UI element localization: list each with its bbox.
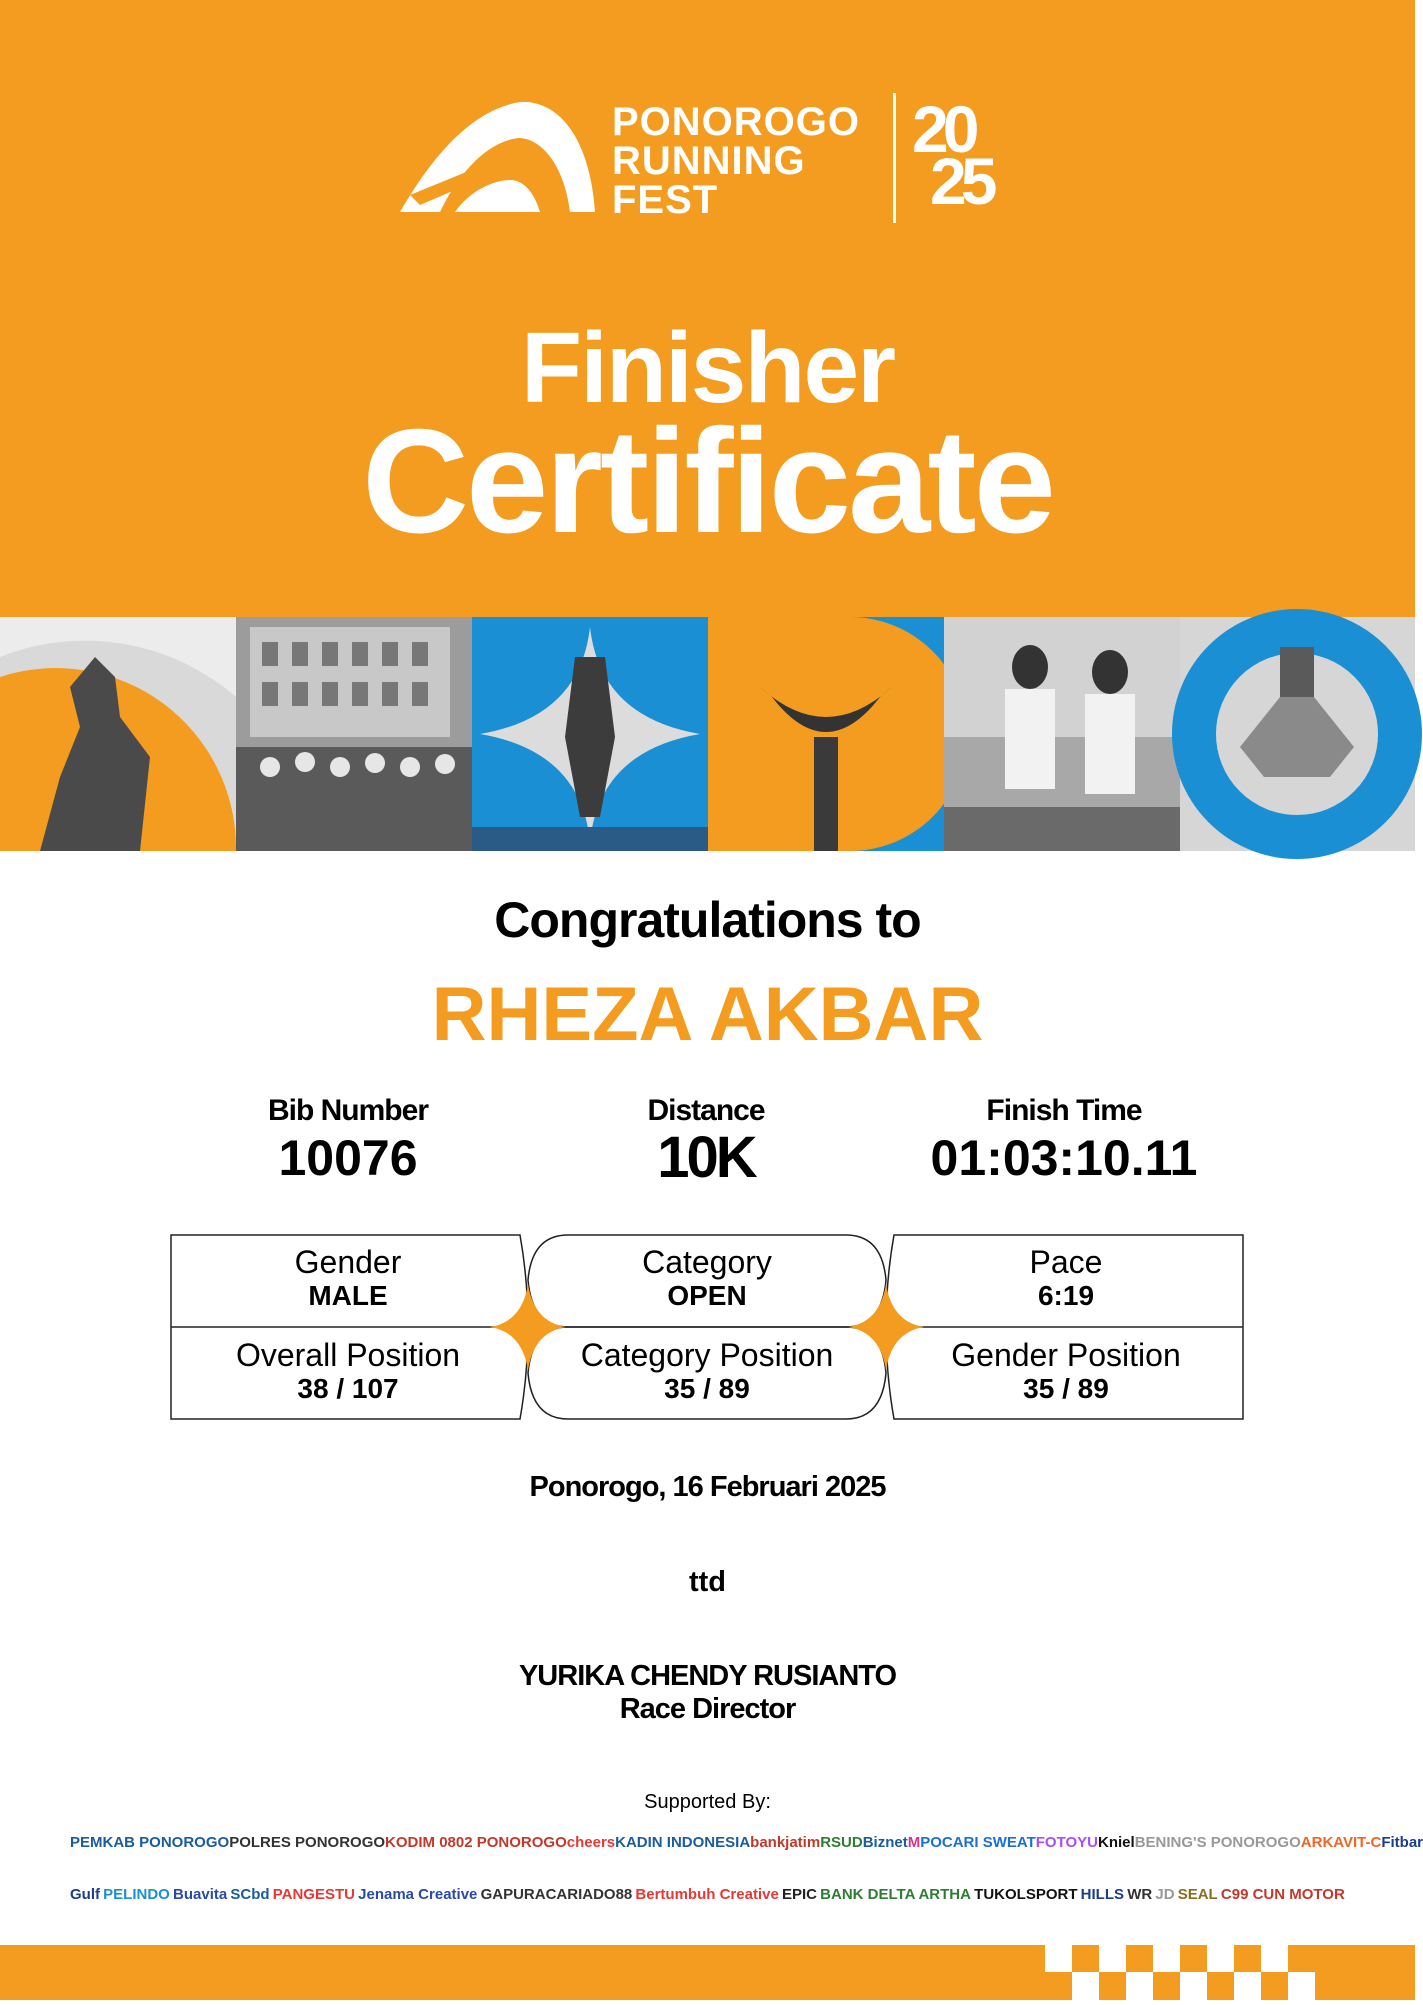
- logo-divider: [893, 93, 896, 223]
- photo-strip: [0, 617, 1415, 851]
- ponorogo-arch-logo-icon: [400, 100, 600, 215]
- category-label: Category: [642, 1244, 772, 1280]
- congratulations-text: Congratulations to: [494, 892, 921, 948]
- bottom-bar: [0, 1945, 1415, 2000]
- sponsor-logo: Jenama Creative: [358, 1885, 478, 1903]
- category-value: OPEN: [667, 1280, 747, 1311]
- women-runners-photo-icon: [944, 617, 1180, 851]
- sponsor-logo: TUKOLSPORT: [974, 1885, 1078, 1903]
- sponsor-logo: bankjatim: [750, 1833, 821, 1851]
- logo-text-line-2: RUNNING: [612, 139, 806, 183]
- place-date: Ponorogo, 16 Februari 2025: [529, 1471, 886, 1503]
- gender-position-value: 35 / 89: [1023, 1373, 1109, 1404]
- sponsor-logo: Fitbar: [1381, 1833, 1423, 1851]
- sponsor-logo: SEAL: [1177, 1885, 1218, 1903]
- category-cell: [529, 1244, 885, 1312]
- pace-value: 6:19: [1037, 1280, 1095, 1311]
- sponsor-logo: PEMKAB PONOROGO: [70, 1833, 230, 1851]
- gender-label: Gender: [294, 1244, 402, 1280]
- finish-time-value: 01:03:10.11: [930, 1130, 1198, 1186]
- sponsor-logo: PANGESTU: [272, 1885, 355, 1903]
- sponsor-logo: BANK DELTA ARTHA: [820, 1885, 971, 1903]
- sponsor-logo: SCbd: [230, 1885, 270, 1903]
- distance-value: 10K: [657, 1125, 755, 1190]
- pace-label: Pace: [1029, 1244, 1103, 1280]
- category-position-label: Category Position: [580, 1337, 834, 1373]
- tower-monument-photo-icon: [708, 617, 967, 851]
- sponsor-logo: cheers: [566, 1833, 616, 1851]
- reog-dancer-photo-icon: [472, 617, 708, 851]
- distance-label: Distance: [647, 1094, 765, 1127]
- sponsor-logo: GAPURACARIADO88: [480, 1885, 633, 1903]
- sponsor-logo: Bertumbuh Creative: [635, 1885, 779, 1903]
- sponsor-logo: EPIC: [781, 1885, 817, 1903]
- sponsor-row-1: [70, 1822, 1423, 1862]
- checker-pattern-icon: [0, 1945, 1415, 2000]
- overall-position-cell: [170, 1337, 526, 1405]
- title-certificate: Certificate: [362, 399, 1053, 564]
- certificate-header: [0, 0, 1415, 617]
- logo-text-line-1: PONOROGO: [612, 100, 861, 144]
- bib-number-value: 10076: [278, 1130, 418, 1186]
- signature-mark: ttd: [688, 1566, 727, 1598]
- bib-number-label: Bib Number: [267, 1094, 428, 1127]
- sponsor-logo: HILLS: [1080, 1885, 1125, 1903]
- trophy-photo-icon: [1180, 617, 1415, 851]
- crowd-runners-photo-icon: [236, 617, 472, 851]
- director-role: Race Director: [619, 1693, 796, 1725]
- sponsor-logo: Kniel: [1098, 1833, 1135, 1851]
- runner-statue-photo-icon: [0, 617, 236, 851]
- sponsor-logo: PELINDO: [103, 1885, 170, 1903]
- sponsor-logo: C99 CUN MOTOR: [1220, 1885, 1345, 1903]
- sponsor-row-2: [70, 1874, 1345, 1914]
- sponsor-logo: M: [907, 1833, 921, 1851]
- gender-position-label: Gender Position: [951, 1337, 1181, 1373]
- sponsor-logo: Buavita: [173, 1885, 228, 1903]
- overall-position-label: Overall Position: [235, 1337, 461, 1373]
- sponsor-logo: Gulf: [70, 1885, 100, 1903]
- sponsor-logo: POLRES PONOROGO: [229, 1833, 386, 1851]
- sponsor-logo: BENING'S PONOROGO: [1134, 1833, 1301, 1851]
- sponsor-logo: WR: [1127, 1885, 1153, 1903]
- sponsor-logo: POCARI SWEAT: [920, 1833, 1036, 1851]
- sponsor-logo: RSUD: [820, 1833, 863, 1851]
- category-position-cell: [529, 1337, 885, 1405]
- logo-text-line-3: FEST: [612, 178, 719, 222]
- category-position-value: 35 / 89: [664, 1373, 750, 1404]
- gender-value: MALE: [308, 1280, 388, 1311]
- sponsor-logo: ARKAVIT-C: [1300, 1833, 1382, 1851]
- participant-name: RHEZA AKBAR: [431, 972, 984, 1057]
- sponsor-logo: KODIM 0802 PONOROGO: [385, 1833, 567, 1851]
- year-top: 20: [912, 92, 974, 166]
- finish-time-label: Finish Time: [986, 1094, 1142, 1127]
- overall-position-value: 38 / 107: [297, 1373, 399, 1404]
- sponsor-logo: Biznet: [862, 1833, 908, 1851]
- title-finisher: Finisher: [521, 312, 894, 424]
- supported-by-label: Supported By:: [644, 1791, 771, 1813]
- year-bottom: 25: [930, 144, 992, 218]
- pace-cell: [888, 1244, 1244, 1312]
- sponsor-logo: JD: [1155, 1885, 1175, 1903]
- sponsor-logo: KADIN INDONESIA: [615, 1833, 751, 1851]
- sponsor-logo: FOTOYU: [1035, 1833, 1098, 1851]
- gender-position-cell: [888, 1337, 1244, 1405]
- gender-cell: [170, 1244, 526, 1312]
- director-name: YURIKA CHENDY RUSIANTO: [518, 1660, 897, 1692]
